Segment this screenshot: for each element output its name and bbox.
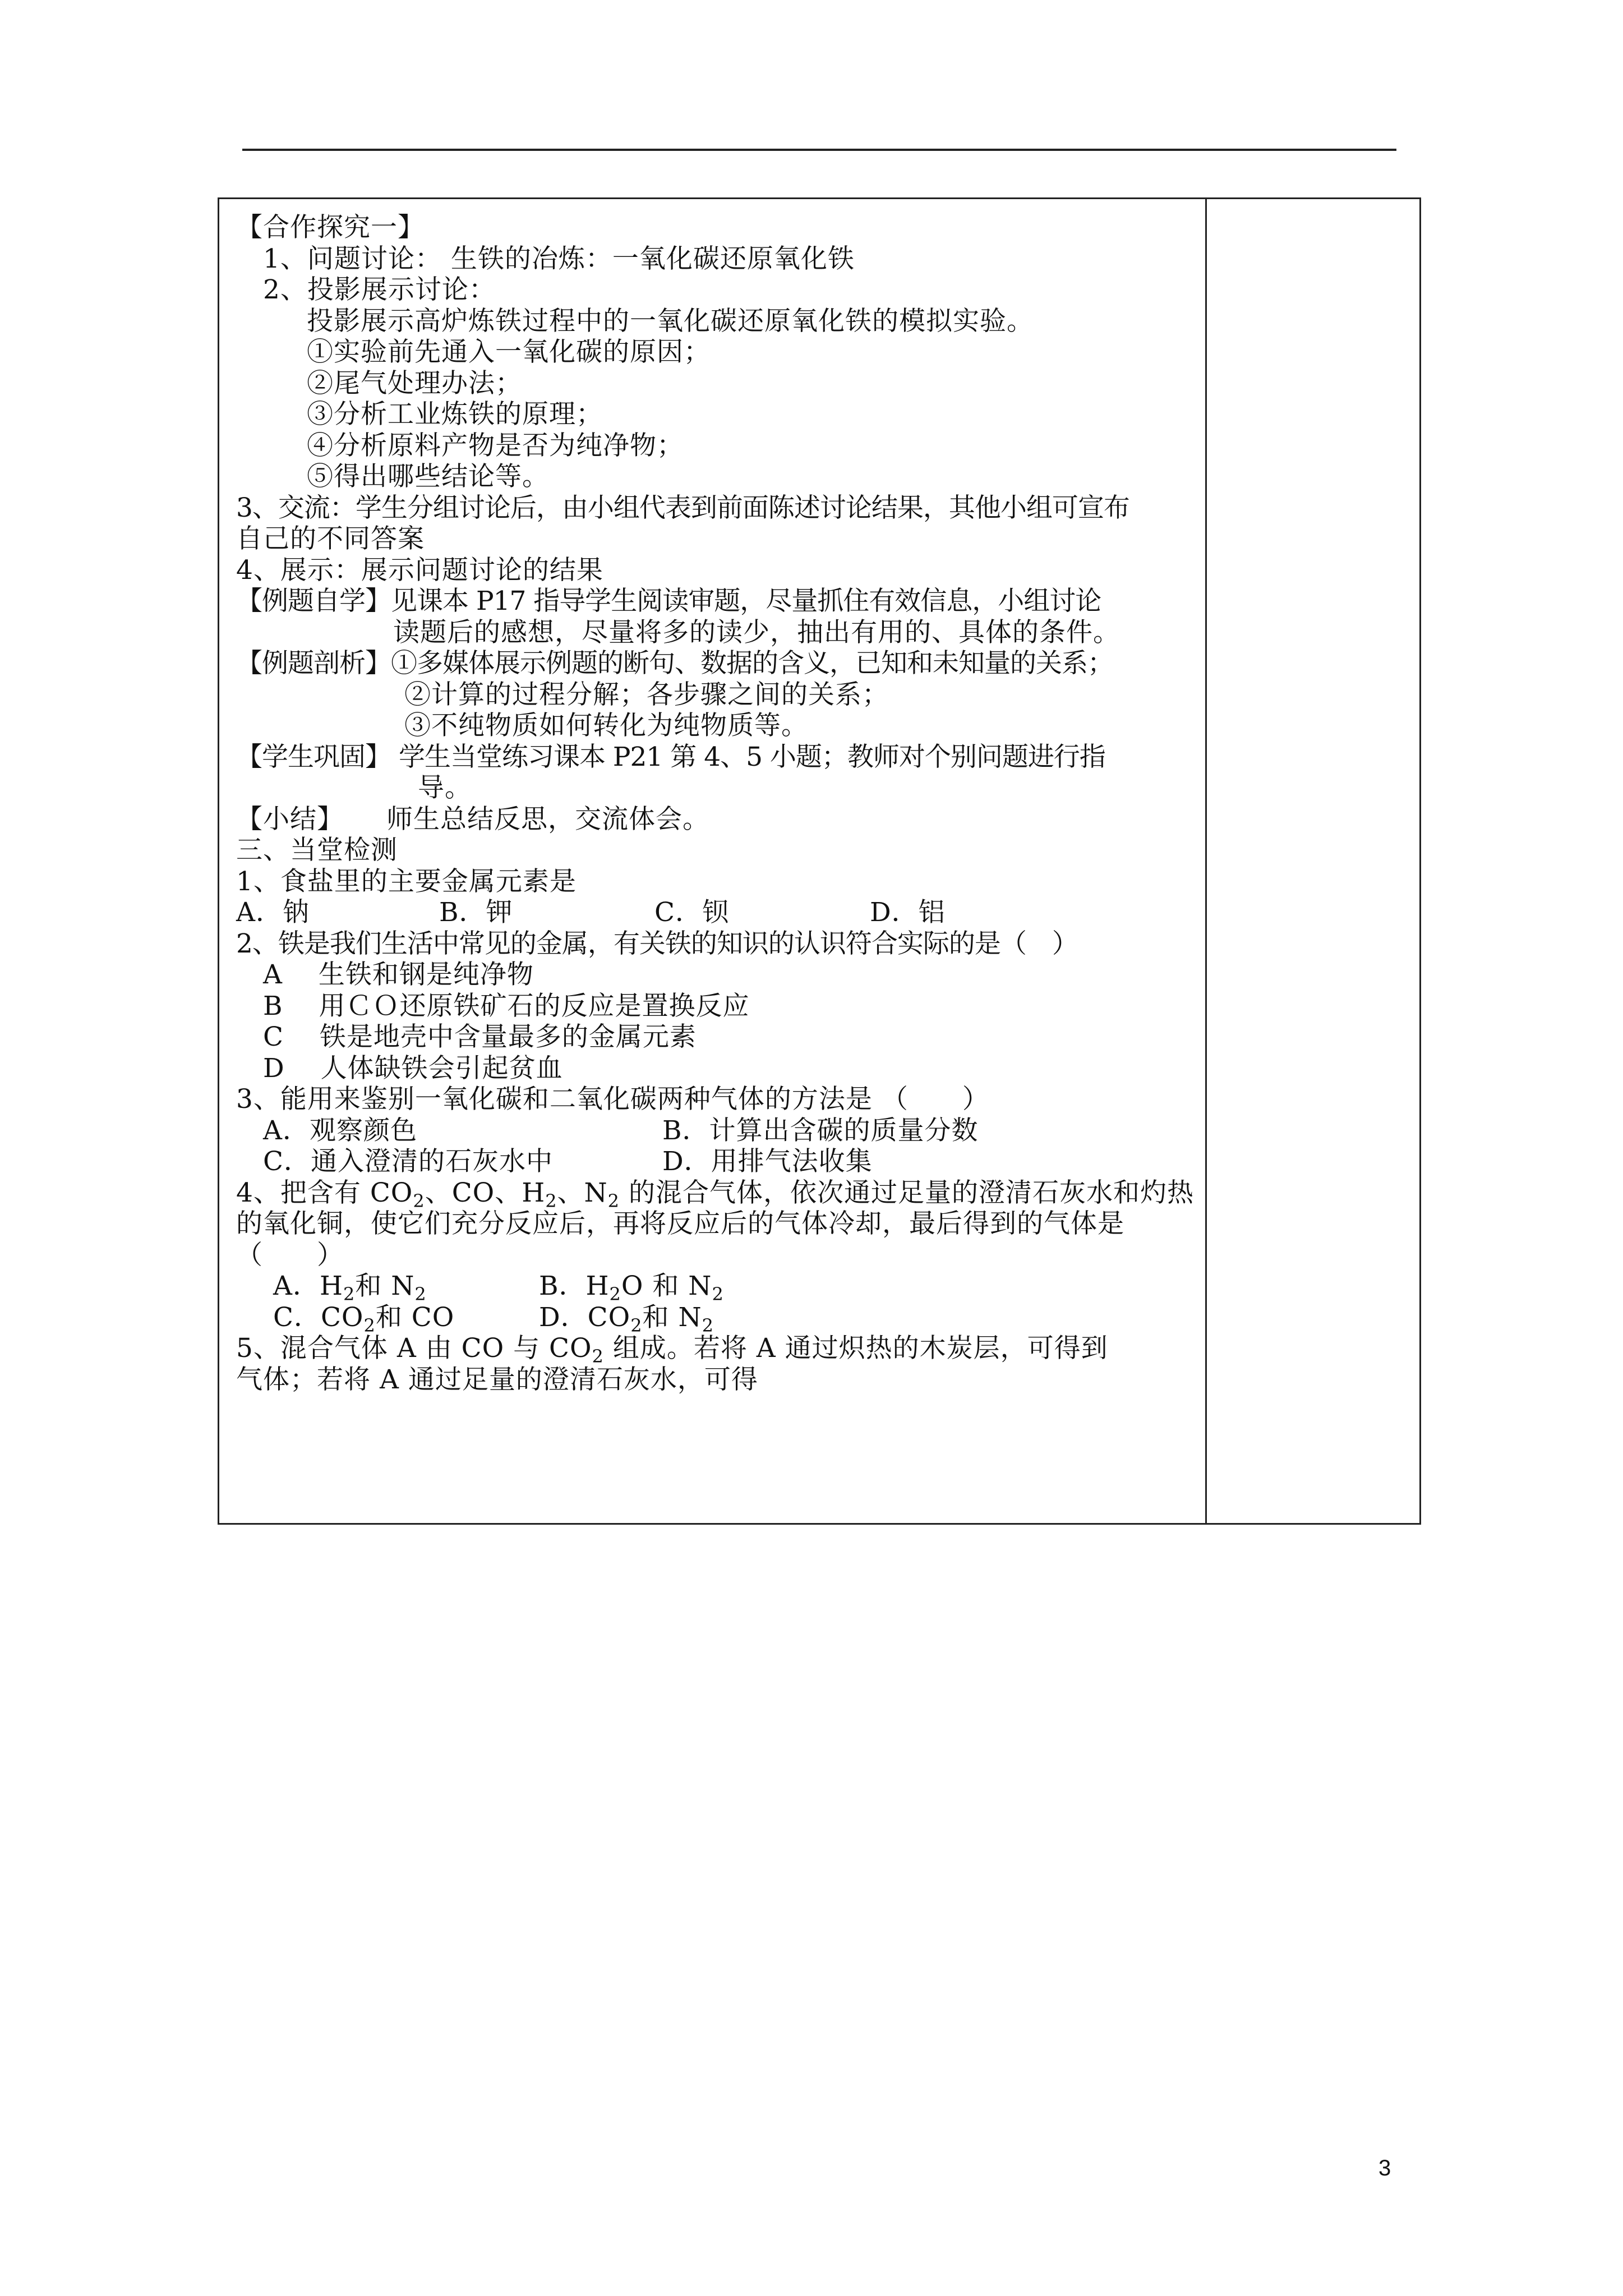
question-1-option-b: B．钾 <box>439 897 513 928</box>
section-title-in-class-test: 三、当堂检测 <box>236 835 398 866</box>
point-4: ④分析原料产物是否为纯净物； <box>307 430 684 461</box>
question-2-option-d: D 人体缺铁会引起贫血 <box>263 1053 563 1084</box>
summary-label: 【小结】 <box>236 804 344 835</box>
item-exchange-line1: 3、交流：学生分组讨论后，由小组代表到前面陈述讨论结果，其他小组可宣布 <box>236 493 1129 523</box>
question-1-stem: 1、食盐里的主要金属元素是 <box>236 866 577 897</box>
q4-line1: 4、把含有 $CO_2$、CO、$H_2$、$N_2$ 的混合气体，依次通过足量的澄清石灰水和灼热 <box>236 1177 1194 1212</box>
page-number: 3 <box>1378 2156 1391 2180</box>
q4-opt-c: C．$CO_2$和 CO <box>273 1302 455 1336</box>
point-2: ②尾气处理办法； <box>307 368 522 399</box>
item-problem-discussion: 1、问题讨论： 生铁的冶炼：一氧化碳还原氧化铁 <box>263 243 855 274</box>
q4-line2: 的氧化铜，使它们充分反应后，再将反应后的气体冷却，最后得到的气体是 <box>236 1208 1124 1239</box>
student-consolidation-line2: 导。 <box>418 772 472 803</box>
summary-text: 师生总结反思，交流体会。 <box>386 804 709 835</box>
question-2-option-a: A 生铁和钢是纯净物 <box>263 959 534 990</box>
header-rule <box>242 149 1396 151</box>
projection-description: 投影展示高炉炼铁过程中的一氧化碳还原氧化铁的模拟实验。 <box>307 306 1034 337</box>
section-title-cooperative-inquiry: 【合作探究一】 <box>236 212 425 243</box>
question-2-stem: 2、铁是我们生活中常见的金属，有关铁的知识的认识符合实际的是（ ） <box>236 928 1078 959</box>
q5-line2: 气体；若将 A 通过足量的澄清石灰水，可得 <box>236 1364 758 1395</box>
item-display: 4、展示：展示问题讨论的结果 <box>236 555 603 586</box>
question-2-option-c: C 铁是地壳中含量最多的金属元素 <box>263 1022 697 1052</box>
point-5: ⑤得出哪些结论等。 <box>307 461 549 492</box>
question-1-option-a: A．钠 <box>236 897 310 928</box>
question-3-option-b: B．计算出含碳的质量分数 <box>662 1115 979 1146</box>
lesson-content-continued <box>218 197 1204 1525</box>
example-self-study-line1: 【例题自学】见课本 P17 指导学生阅读审题，尽量抓住有效信息，小组讨论 <box>236 586 1101 616</box>
student-consolidation-line1: 【学生巩固】 学生当堂练习课本 P21 第 4、5 小题；教师对个别问题进行指 <box>236 742 1105 772</box>
question-3-stem: 3、能用来鉴别一氧化碳和二氧化碳两种气体的方法是 （ ） <box>236 1084 989 1115</box>
point-3: ③分析工业炼铁的原理； <box>307 399 603 430</box>
point-1: ①实验前先通入一氧化碳的原因； <box>307 337 711 367</box>
question-1-option-c: C．钡 <box>654 897 729 928</box>
q4-line3: （ ） <box>236 1240 344 1271</box>
q5-line1: 5、混合气体 A 由 CO 与 $CO_2$ 组成。若将 A 通过炽热的木炭层，可得到 <box>236 1333 1108 1367</box>
item-projection-discussion: 2、投影展示讨论： <box>263 274 496 305</box>
question-2-option-b: B 用ＣＯ还原铁矿石的反应是置换反应 <box>263 991 750 1022</box>
q4-opt-b: B．$H_2O$ 和 $N_2$ <box>539 1271 724 1305</box>
q4-opt-a: A．$H_2$和 $N_2$ <box>273 1271 427 1305</box>
table-column-divider <box>1205 199 1207 1523</box>
question-1-option-d: D．铝 <box>870 897 946 928</box>
question-3-option-c: C．通入澄清的石灰水中 <box>263 1146 553 1177</box>
question-3-option-d: D．用排气法收集 <box>662 1146 873 1177</box>
example-analysis-line3: ③不纯物质如何转化为纯物质等。 <box>404 710 808 741</box>
example-analysis-line2: ②计算的过程分解；各步骤之间的关系； <box>404 679 889 710</box>
item-exchange-line2: 自己的不同答案 <box>236 523 425 554</box>
question-3-option-a: A．观察颜色 <box>263 1115 417 1146</box>
q4-opt-d: D．$CO_2$和 $N_2$ <box>539 1302 714 1336</box>
example-analysis-line1: 【例题剖析】①多媒体展示例题的断句、数据的含义，已知和未知量的关系； <box>236 648 1113 679</box>
example-self-study-line2: 读题后的感想，尽量将多的读少，抽出有用的、具体的条件。 <box>393 617 1120 648</box>
